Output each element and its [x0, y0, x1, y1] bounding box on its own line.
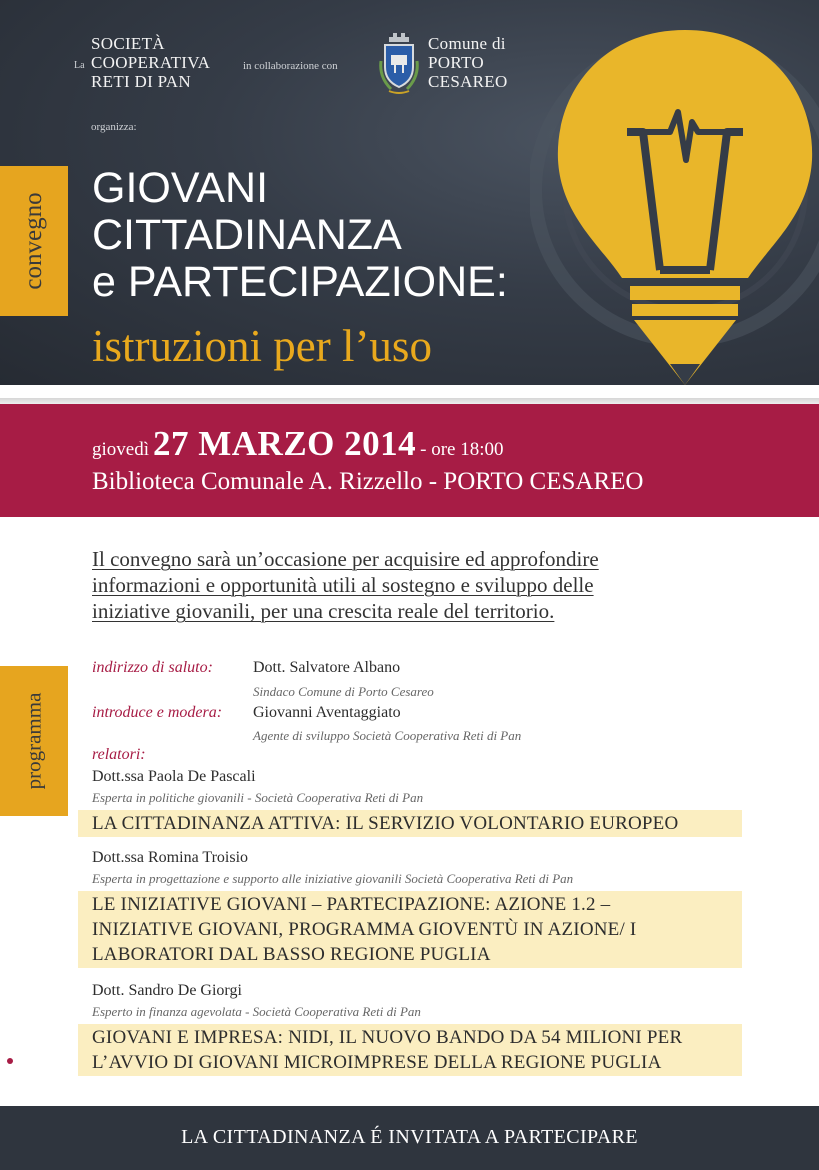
partner-name [428, 34, 508, 91]
speaker-role: Esperta in politiche giovanili - Società Cooperativa Reti di Pan [92, 790, 424, 805]
moderator-name: Giovanni Aventaggiato [253, 704, 401, 721]
crest-icon [377, 31, 421, 97]
lightbulb-pencil-icon [530, 0, 819, 385]
date-band [0, 404, 819, 517]
moderator-label: introduce e modera: [92, 704, 223, 721]
header [0, 0, 819, 385]
intro-line: iniziative giovanili, per una crescita reale del territorio. [92, 599, 555, 623]
intro-line: Il convegno sarà un’occasione per acquisire ed approfondire [92, 547, 599, 571]
title-line: CITTADINANZA [92, 211, 402, 259]
speaker-name: Dott. Sandro De Giorgi [92, 982, 242, 999]
speaker-role: Esperto in finanza agevolata - Società Cooperativa Reti di Pan [92, 1004, 421, 1019]
talk-line: GIOVANI E IMPRESA: NIDI, IL NUOVO BANDO DA 54 MILIONI PER [92, 1027, 683, 1048]
event-title [92, 165, 508, 306]
partner-line: PORTO [428, 53, 484, 72]
organizer-article: La [74, 60, 85, 71]
printer-mark-icon [7, 1058, 13, 1064]
organizer-line: RETI DI PAN [91, 72, 191, 91]
greeting-role: Sindaco Comune di Porto Cesareo [253, 684, 434, 699]
talk-title [78, 810, 742, 837]
organizes-text: organizza: [91, 121, 137, 133]
talk-line: LA CITTADINANZA ATTIVA: IL SERVIZIO VOLONTARIO EUROPEO [92, 813, 679, 834]
side-tab-programma [0, 666, 68, 816]
talk-line: L’AVVIO DI GIOVANI MICROIMPRESE DELLA REGIONE PUGLIA [92, 1052, 662, 1073]
event-subtitle: istruzioni per l’uso [92, 321, 432, 371]
intro-text [92, 546, 732, 624]
talk-line: INIZIATIVE GIOVANI, PROGRAMMA GIOVENTÙ IN AZIONE/ I [92, 919, 637, 940]
speaker-name: Dott.ssa Paola De Pascali [92, 768, 256, 785]
event-day: giovedì [92, 439, 149, 460]
partner-line: CESAREO [428, 72, 508, 91]
footer [0, 1106, 819, 1170]
greeting-name: Dott. Salvatore Albano [253, 659, 401, 676]
speakers-label: relatori: [92, 746, 146, 763]
event-venue: Biblioteca Comunale A. Rizzello - PORTO CESAREO [92, 468, 644, 495]
footer-invite: LA CITTADINANZA É INVITATA A PARTECIPARE [181, 1126, 638, 1148]
speaker-name: Dott.ssa Romina Troisio [92, 849, 249, 866]
talk-line: LABORATORI DAL BASSO REGIONE PUGLIA [92, 944, 491, 965]
title-line: GIOVANI [92, 164, 269, 212]
talk-line: LE INIZIATIVE GIOVANI – PARTECIPAZIONE: AZIONE 1.2 – [92, 894, 611, 915]
greeting-label: indirizzo di saluto: [92, 659, 213, 676]
date-line [92, 424, 504, 464]
organizer-line: SOCIETÀ [91, 34, 165, 53]
partner-line: Comune di [428, 34, 506, 53]
title-line: e PARTECIPAZIONE: [92, 258, 508, 306]
collaboration-text: in collaborazione con [243, 60, 338, 72]
talk-title [78, 1024, 742, 1076]
event-date: 27 MARZO 2014 [153, 424, 417, 463]
organizer-line: COOPERATIVA [91, 53, 211, 72]
side-tab-convegno [0, 166, 68, 316]
organizer-name [91, 34, 210, 91]
event-time: - ore 18:00 [420, 439, 504, 460]
side-tab-label: convegno [20, 192, 47, 290]
side-tab-label: programma [21, 692, 46, 790]
moderator-role: Agente di sviluppo Società Cooperativa Reti di Pan [253, 728, 522, 743]
speaker-role: Esperta in progettazione e supporto alle iniziative giovanili Società Cooperativa Reti di Pan [92, 871, 574, 886]
talk-title [78, 891, 742, 968]
intro-line: informazioni e opportunità utili al sostegno e sviluppo delle [92, 573, 594, 597]
